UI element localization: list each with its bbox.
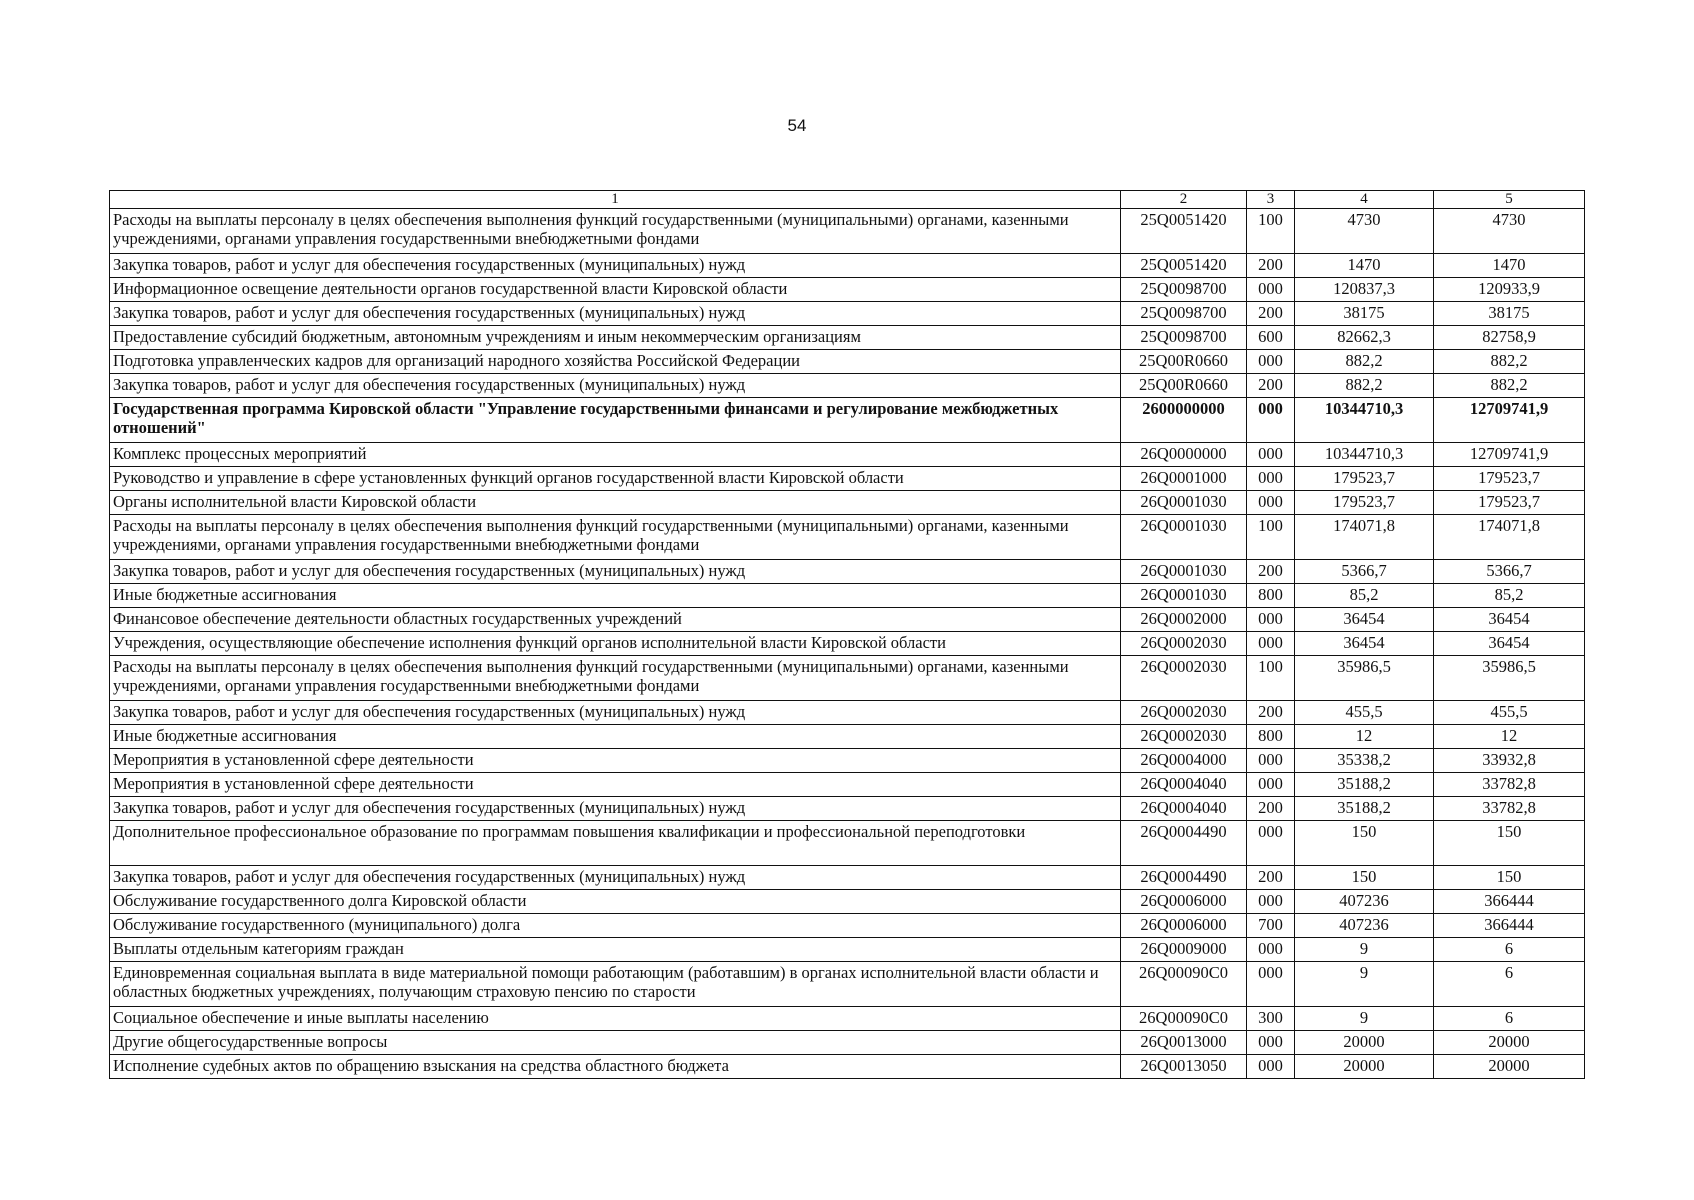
row-name: Органы исполнительной власти Кировской области [110, 491, 1121, 515]
row-code: 26Q0002000 [1121, 608, 1247, 632]
row-name: Исполнение судебных актов по обращению взыскания на средства областного бюджета [110, 1055, 1121, 1079]
row-value-col4: 9 [1295, 962, 1434, 1007]
table-row [110, 491, 1585, 515]
row-value-col4: 4730 [1295, 209, 1434, 254]
row-value-col4: 38175 [1295, 302, 1434, 326]
row-expense-type: 000 [1247, 890, 1295, 914]
row-code: 26Q00090C0 [1121, 1007, 1247, 1031]
row-value-col4: 20000 [1295, 1055, 1434, 1079]
row-value-col4: 36454 [1295, 632, 1434, 656]
row-code: 26Q0006000 [1121, 890, 1247, 914]
row-value-col5: 20000 [1434, 1055, 1585, 1079]
row-code: 26Q0004040 [1121, 773, 1247, 797]
table-row [110, 1031, 1585, 1055]
row-name: Обслуживание государственного долга Кировской области [110, 890, 1121, 914]
row-value-col4: 9 [1295, 1007, 1434, 1031]
row-value-col5: 85,2 [1434, 584, 1585, 608]
row-name: Государственная программа Кировской области "Управление государственными финансами и регулирование межбюджетных отношений" [110, 398, 1121, 443]
row-code: 26Q0002030 [1121, 701, 1247, 725]
row-name: Закупка товаров, работ и услуг для обеспечения государственных (муниципальных) нужд [110, 374, 1121, 398]
row-name: Руководство и управление в сфере установленных функций органов государственной власти Кировской области [110, 467, 1121, 491]
row-value-col4: 36454 [1295, 608, 1434, 632]
row-name: Мероприятия в установленной сфере деятельности [110, 773, 1121, 797]
row-value-col5: 882,2 [1434, 350, 1585, 374]
row-value-col5: 1470 [1434, 254, 1585, 278]
row-code: 25Q00R0660 [1121, 350, 1247, 374]
table-row [110, 584, 1585, 608]
row-name: Дополнительное профессиональное образование по программам повышения квалификации и профессиональной переподготовки [110, 821, 1121, 866]
row-code: 26Q0004000 [1121, 749, 1247, 773]
row-value-col4: 120837,3 [1295, 278, 1434, 302]
row-name: Социальное обеспечение и иные выплаты населению [110, 1007, 1121, 1031]
row-value-col5: 33782,8 [1434, 797, 1585, 821]
row-value-col4: 407236 [1295, 914, 1434, 938]
table-row [110, 821, 1585, 866]
row-expense-type: 000 [1247, 491, 1295, 515]
row-value-col5: 82758,9 [1434, 326, 1585, 350]
row-code: 2600000000 [1121, 398, 1247, 443]
row-value-col5: 366444 [1434, 914, 1585, 938]
row-value-col4: 179523,7 [1295, 467, 1434, 491]
row-value-col5: 179523,7 [1434, 491, 1585, 515]
row-value-col5: 366444 [1434, 890, 1585, 914]
header-col-1: 1 [110, 191, 1121, 209]
row-value-col5: 455,5 [1434, 701, 1585, 725]
row-code: 26Q0001030 [1121, 584, 1247, 608]
row-name: Иные бюджетные ассигнования [110, 584, 1121, 608]
row-expense-type: 000 [1247, 608, 1295, 632]
row-expense-type: 000 [1247, 821, 1295, 866]
row-code: 25Q0098700 [1121, 278, 1247, 302]
row-code: 25Q0051420 [1121, 254, 1247, 278]
table-row [110, 701, 1585, 725]
table-row [110, 560, 1585, 584]
row-value-col4: 10344710,3 [1295, 398, 1434, 443]
table-row [110, 773, 1585, 797]
row-value-col4: 85,2 [1295, 584, 1434, 608]
table-row [110, 278, 1585, 302]
row-code: 26Q0002030 [1121, 632, 1247, 656]
row-value-col4: 35188,2 [1295, 797, 1434, 821]
row-expense-type: 800 [1247, 584, 1295, 608]
row-expense-type: 300 [1247, 1007, 1295, 1031]
row-code: 25Q00R0660 [1121, 374, 1247, 398]
table-row [110, 326, 1585, 350]
header-col-4: 4 [1295, 191, 1434, 209]
row-value-col5: 150 [1434, 821, 1585, 866]
row-name: Обслуживание государственного (муниципального) долга [110, 914, 1121, 938]
row-expense-type: 100 [1247, 209, 1295, 254]
row-expense-type: 200 [1247, 560, 1295, 584]
row-value-col5: 150 [1434, 866, 1585, 890]
table-row [110, 398, 1585, 443]
header-col-3: 3 [1247, 191, 1295, 209]
row-expense-type: 000 [1247, 962, 1295, 1007]
table-row [110, 938, 1585, 962]
table-row [110, 302, 1585, 326]
row-value-col5: 6 [1434, 1007, 1585, 1031]
row-value-col4: 35338,2 [1295, 749, 1434, 773]
table-body [110, 209, 1585, 1079]
table-row [110, 914, 1585, 938]
row-code: 26Q0002030 [1121, 725, 1247, 749]
table-row [110, 374, 1585, 398]
row-value-col4: 174071,8 [1295, 515, 1434, 560]
row-value-col4: 10344710,3 [1295, 443, 1434, 467]
row-code: 26Q0001000 [1121, 467, 1247, 491]
row-expense-type: 200 [1247, 302, 1295, 326]
table-row [110, 890, 1585, 914]
row-value-col4: 455,5 [1295, 701, 1434, 725]
row-value-col5: 12709741,9 [1434, 398, 1585, 443]
row-expense-type: 000 [1247, 443, 1295, 467]
row-code: 26Q0013050 [1121, 1055, 1247, 1079]
row-name: Предоставление субсидий бюджетным, автономным учреждениям и иным некоммерческим организациям [110, 326, 1121, 350]
row-name: Расходы на выплаты персоналу в целях обеспечения выполнения функций государственными (муниципальными) органами, казенными учреждениями, органами управления государственными внебюджетными фондами [110, 209, 1121, 254]
row-code: 26Q0000000 [1121, 443, 1247, 467]
row-value-col4: 179523,7 [1295, 491, 1434, 515]
row-value-col4: 882,2 [1295, 374, 1434, 398]
row-expense-type: 200 [1247, 374, 1295, 398]
row-expense-type: 200 [1247, 701, 1295, 725]
row-name: Информационное освещение деятельности органов государственной власти Кировской области [110, 278, 1121, 302]
row-expense-type: 200 [1247, 866, 1295, 890]
row-code: 26Q0004490 [1121, 821, 1247, 866]
row-value-col4: 882,2 [1295, 350, 1434, 374]
header-row [110, 191, 1585, 209]
row-value-col4: 82662,3 [1295, 326, 1434, 350]
row-value-col5: 20000 [1434, 1031, 1585, 1055]
table-row [110, 443, 1585, 467]
row-value-col4: 1470 [1295, 254, 1434, 278]
table-row [110, 467, 1585, 491]
row-expense-type: 000 [1247, 398, 1295, 443]
row-name: Финансовое обеспечение деятельности областных государственных учреждений [110, 608, 1121, 632]
row-value-col4: 12 [1295, 725, 1434, 749]
budget-table [109, 190, 1585, 1079]
row-name: Закупка товаров, работ и услуг для обеспечения государственных (муниципальных) нужд [110, 701, 1121, 725]
table-row [110, 350, 1585, 374]
table-row [110, 1055, 1585, 1079]
row-value-col5: 5366,7 [1434, 560, 1585, 584]
row-value-col4: 35188,2 [1295, 773, 1434, 797]
row-value-col4: 150 [1295, 821, 1434, 866]
row-value-col4: 9 [1295, 938, 1434, 962]
row-name: Учреждения, осуществляющие обеспечение исполнения функций органов исполнительной власти Кировской области [110, 632, 1121, 656]
row-value-col5: 38175 [1434, 302, 1585, 326]
row-expense-type: 800 [1247, 725, 1295, 749]
row-value-col4: 5366,7 [1295, 560, 1434, 584]
header-col-5: 5 [1434, 191, 1585, 209]
table-row [110, 656, 1585, 701]
row-value-col4: 150 [1295, 866, 1434, 890]
row-value-col5: 12709741,9 [1434, 443, 1585, 467]
row-code: 26Q00090C0 [1121, 962, 1247, 1007]
row-code: 26Q0013000 [1121, 1031, 1247, 1055]
row-name: Расходы на выплаты персоналу в целях обеспечения выполнения функций государственными (муниципальными) органами, казенными учреждениями, органами управления государственными внебюджетными фондами [110, 515, 1121, 560]
row-name: Комплекс процессных мероприятий [110, 443, 1121, 467]
table-row [110, 749, 1585, 773]
row-expense-type: 700 [1247, 914, 1295, 938]
row-value-col4: 407236 [1295, 890, 1434, 914]
table-row [110, 515, 1585, 560]
row-name: Закупка товаров, работ и услуг для обеспечения государственных (муниципальных) нужд [110, 302, 1121, 326]
row-name: Расходы на выплаты персоналу в целях обеспечения выполнения функций государственными (муниципальными) органами, казенными учреждениями, органами управления государственными внебюджетными фондами [110, 656, 1121, 701]
row-value-col4: 35986,5 [1295, 656, 1434, 701]
row-value-col5: 120933,9 [1434, 278, 1585, 302]
row-value-col5: 6 [1434, 962, 1585, 1007]
row-name: Выплаты отдельным категориям граждан [110, 938, 1121, 962]
row-expense-type: 000 [1247, 938, 1295, 962]
row-name: Иные бюджетные ассигнования [110, 725, 1121, 749]
row-code: 26Q0004040 [1121, 797, 1247, 821]
header-col-2: 2 [1121, 191, 1247, 209]
row-expense-type: 000 [1247, 467, 1295, 491]
table-row [110, 725, 1585, 749]
row-value-col5: 4730 [1434, 209, 1585, 254]
row-value-col5: 35986,5 [1434, 656, 1585, 701]
row-expense-type: 000 [1247, 1055, 1295, 1079]
row-name: Закупка товаров, работ и услуг для обеспечения государственных (муниципальных) нужд [110, 797, 1121, 821]
page-number: 54 [787, 116, 807, 135]
row-expense-type: 100 [1247, 515, 1295, 560]
row-name: Закупка товаров, работ и услуг для обеспечения государственных (муниципальных) нужд [110, 254, 1121, 278]
row-code: 25Q0098700 [1121, 326, 1247, 350]
row-code: 26Q0006000 [1121, 914, 1247, 938]
table-row [110, 1007, 1585, 1031]
table-row [110, 209, 1585, 254]
row-expense-type: 100 [1247, 656, 1295, 701]
row-code: 25Q0051420 [1121, 209, 1247, 254]
table-row [110, 866, 1585, 890]
row-code: 26Q0001030 [1121, 560, 1247, 584]
row-expense-type: 000 [1247, 632, 1295, 656]
row-name: Другие общегосударственные вопросы [110, 1031, 1121, 1055]
table-row [110, 797, 1585, 821]
row-name: Единовременная социальная выплата в виде материальной помощи работающим (работавшим) в органах исполнительной власти области и областных бюджетных учреждениях, получающим страховую пенсию по старости [110, 962, 1121, 1007]
row-code: 26Q0001030 [1121, 515, 1247, 560]
row-value-col5: 33782,8 [1434, 773, 1585, 797]
row-code: 26Q0002030 [1121, 656, 1247, 701]
table-row [110, 608, 1585, 632]
row-expense-type: 000 [1247, 1031, 1295, 1055]
row-expense-type: 000 [1247, 278, 1295, 302]
row-expense-type: 000 [1247, 350, 1295, 374]
row-expense-type: 200 [1247, 797, 1295, 821]
row-name: Закупка товаров, работ и услуг для обеспечения государственных (муниципальных) нужд [110, 560, 1121, 584]
row-code: 25Q0098700 [1121, 302, 1247, 326]
row-expense-type: 200 [1247, 254, 1295, 278]
row-expense-type: 000 [1247, 749, 1295, 773]
row-expense-type: 600 [1247, 326, 1295, 350]
row-code: 26Q0001030 [1121, 491, 1247, 515]
row-name: Подготовка управленческих кадров для организаций народного хозяйства Российской Федерации [110, 350, 1121, 374]
row-value-col5: 179523,7 [1434, 467, 1585, 491]
row-name: Закупка товаров, работ и услуг для обеспечения государственных (муниципальных) нужд [110, 866, 1121, 890]
row-expense-type: 000 [1247, 773, 1295, 797]
table-row [110, 962, 1585, 1007]
row-value-col5: 6 [1434, 938, 1585, 962]
row-value-col5: 33932,8 [1434, 749, 1585, 773]
table-row [110, 254, 1585, 278]
row-code: 26Q0009000 [1121, 938, 1247, 962]
row-name: Мероприятия в установленной сфере деятельности [110, 749, 1121, 773]
row-value-col5: 882,2 [1434, 374, 1585, 398]
row-value-col5: 174071,8 [1434, 515, 1585, 560]
row-value-col4: 20000 [1295, 1031, 1434, 1055]
row-value-col5: 12 [1434, 725, 1585, 749]
row-value-col5: 36454 [1434, 632, 1585, 656]
row-value-col5: 36454 [1434, 608, 1585, 632]
table-row [110, 632, 1585, 656]
row-code: 26Q0004490 [1121, 866, 1247, 890]
